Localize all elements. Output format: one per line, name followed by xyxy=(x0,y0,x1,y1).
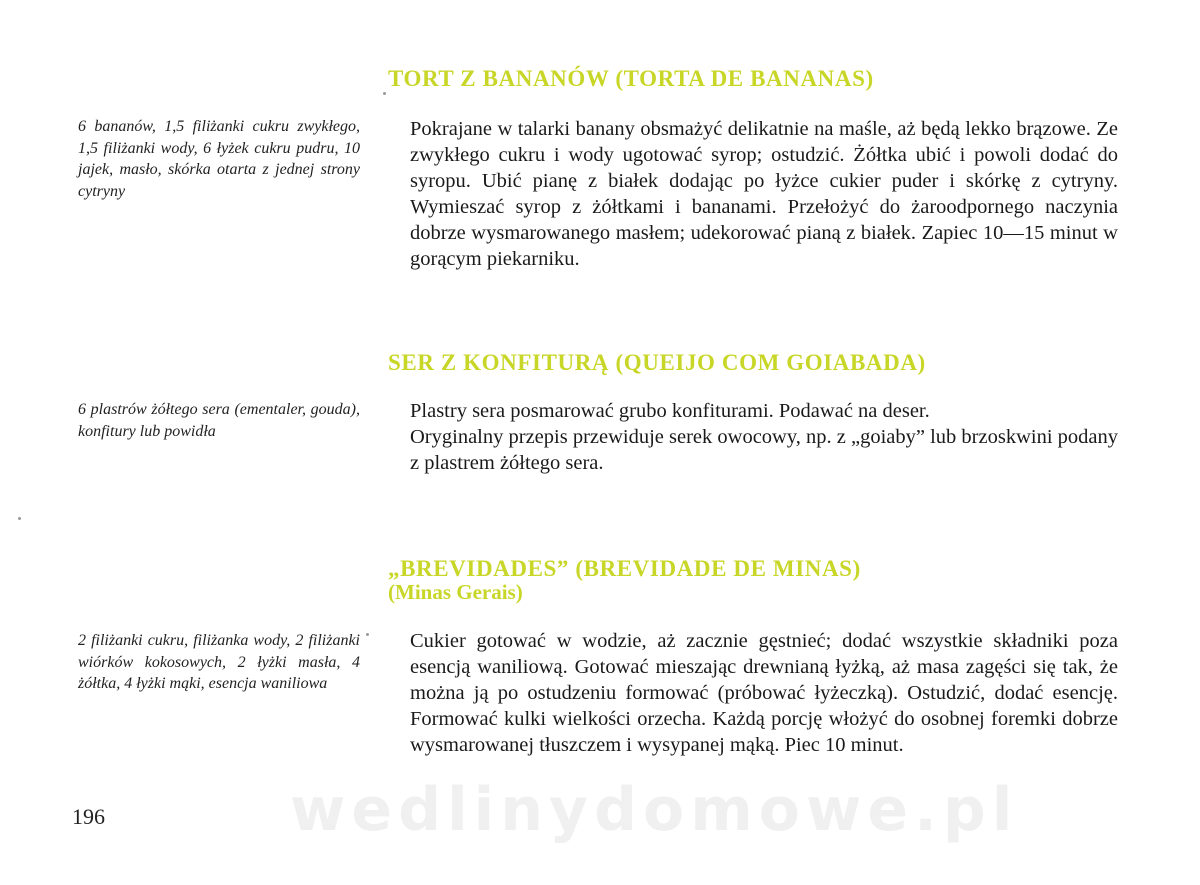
recipe-title: SER Z KONFITURĄ (QUEIJO COM GOIABADA) xyxy=(388,350,926,375)
instruction-paragraph: Plastry sera posmarować grubo konfiturami. Podawać na deser. xyxy=(410,400,930,422)
recipe-title: TORT Z BANANÓW (TORTA DE BANANAS) xyxy=(388,66,874,91)
print-speck xyxy=(18,517,21,520)
recipe-instructions xyxy=(410,398,1118,476)
page-number: 196 xyxy=(72,804,105,829)
instruction-paragraph: Cukier gotować w wodzie, aż zacznie gęstnieć; dodać wszystkie składniki poza esencją waniliową. Gotować mieszając drewnianą łyżką, aż masa zagęści się tak, że można ją po ostudzeniu formować (próbować łyżeczką). Ostudzić, dodać esencję. Formować kulki wielkości orzecha. Każdą porcję włożyć do osobnej foremki dobrze wysmarowanej tłuszczem i wysypanej mąką. Piec 10 minut. xyxy=(410,630,1118,756)
recipe-ingredients: 2 filiżanki cukru, filiżanka wody, 2 filiżanki wiórków kokosowych, 2 łyżki masła, 4 żółtka, 4 łyżki mąki, esencja waniliowa xyxy=(78,632,360,692)
recipe-title: „BREVIDADES” (BREVIDADE DE MINAS) xyxy=(388,556,861,581)
print-speck xyxy=(383,92,386,95)
recipe-ingredients: 6 bananów, 1,5 filiżanki cukru zwykłego, 1,5 filiżanki wody, 6 łyżek cukru pudru, 10 jajek, masło, skórka otarta z jednej strony cytryny xyxy=(78,118,360,200)
recipe-ingredients: 6 plastrów żółtego sera (ementaler, gouda), konfitury lub powidła xyxy=(78,401,360,440)
print-speck xyxy=(366,633,369,636)
recipe-instructions xyxy=(410,116,1118,272)
recipe-subtitle: (Minas Gerais) xyxy=(388,580,523,604)
recipe-instructions xyxy=(410,628,1118,758)
instruction-paragraph: Pokrajane w talarki banany obsmażyć delikatnie na maśle, aż będą lekko brązowe. Ze zwykłego cukru i wody ugotować syrop; ostudzić. Żółtka ubić i powoli dodać do syropu. Ubić pianę z białek dodając po łyżce cukier puder i skórkę z cytryny. Wymieszać syrop z żółtkami i bananami. Przełożyć do żaroodpornego naczynia dobrze wysmarowanego masłem; udekorować pianą z białek. Zapiec 10—15 minut w gorącym piekarniku. xyxy=(410,118,1118,270)
instruction-paragraph: Oryginalny przepis przewiduje serek owocowy, np. z „goiaby” lub brzoskwini podany z plastrem żółtego sera. xyxy=(410,426,1119,474)
watermark: wedlinydomowe.pl xyxy=(290,775,1019,845)
